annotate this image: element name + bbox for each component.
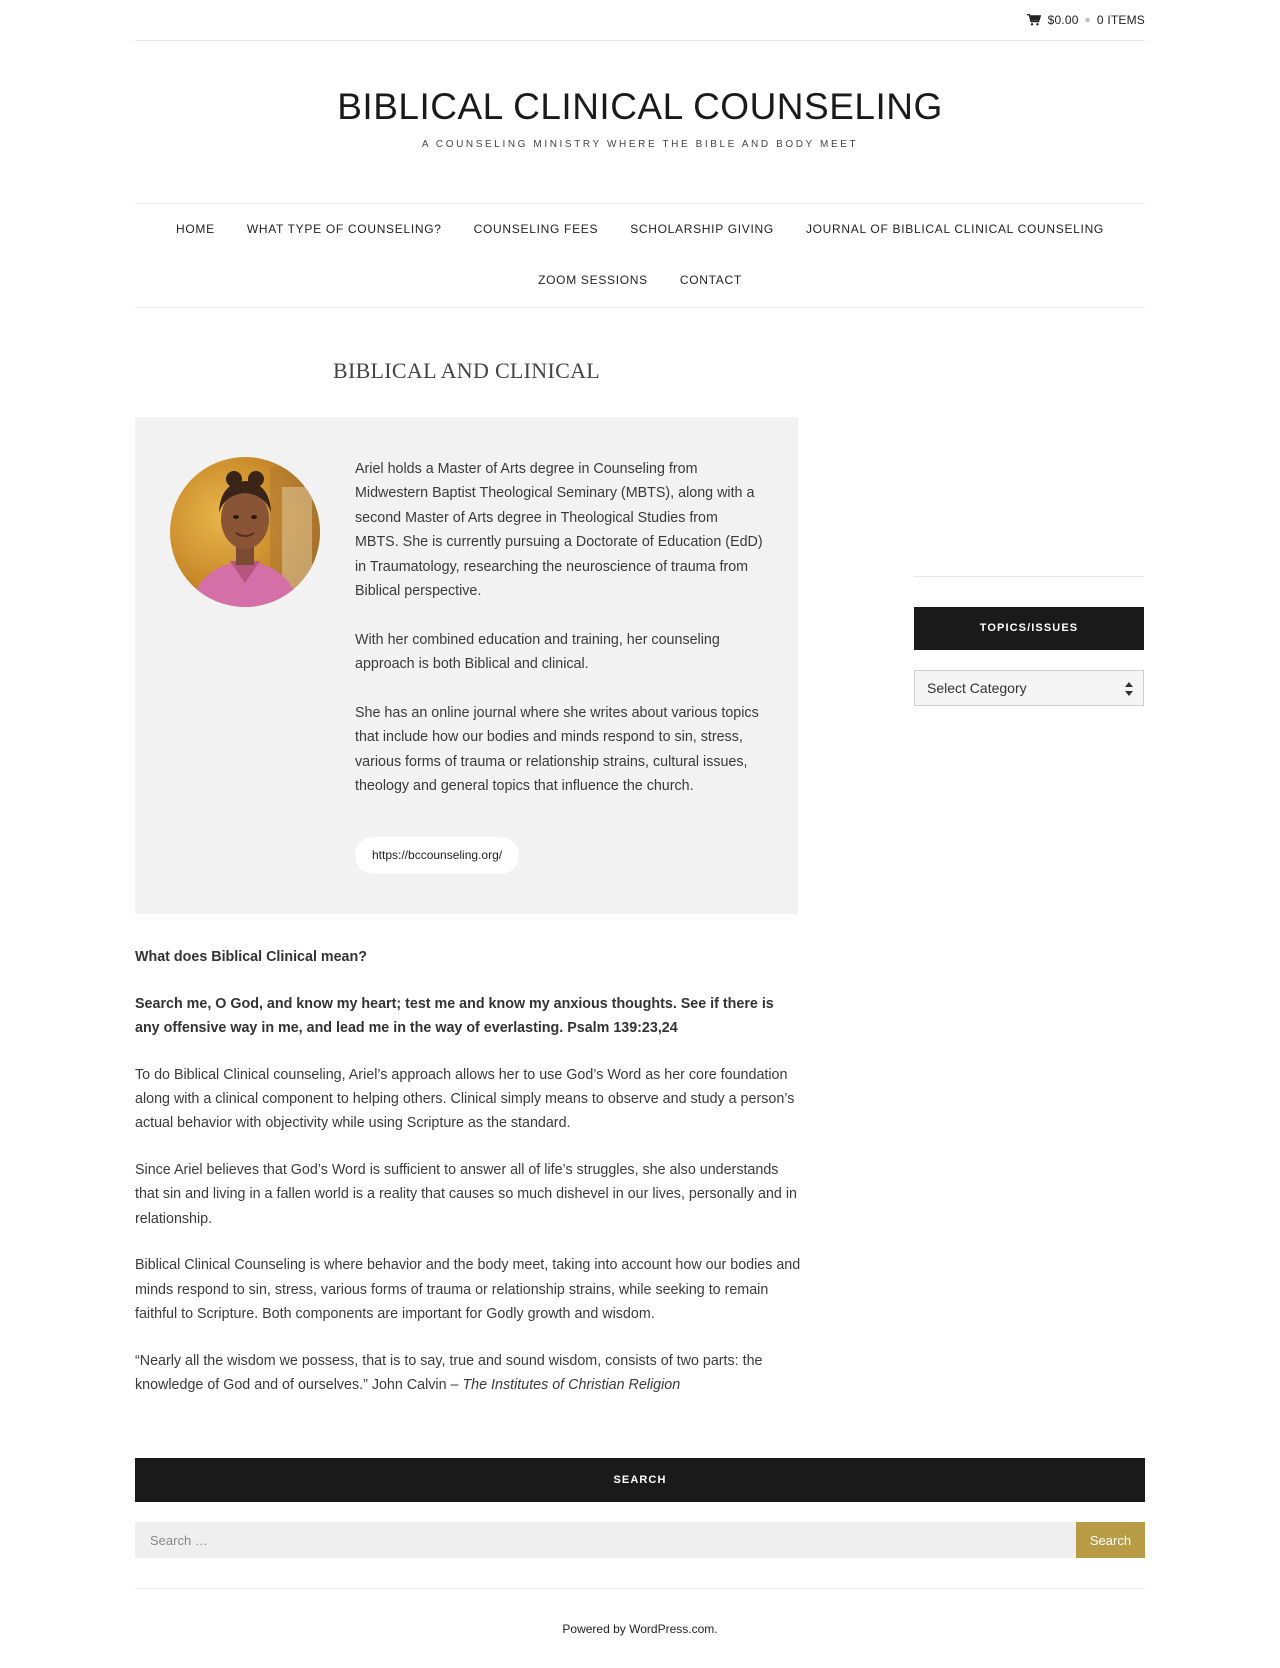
- footer-credit[interactable]: Powered by WordPress.com.: [562, 1622, 718, 1636]
- nav-item-journal[interactable]: JOURNAL OF BIBLICAL CLINICAL COUNSELING: [805, 222, 1104, 236]
- search-button[interactable]: Search: [1076, 1522, 1145, 1558]
- nav-item-zoom-sessions[interactable]: ZOOM SESSIONS: [538, 273, 648, 287]
- nav-item-counseling-type[interactable]: WHAT TYPE OF COUNSELING?: [246, 222, 442, 236]
- cart-total: $0.00: [1047, 13, 1079, 27]
- avatar-photo: [170, 457, 320, 607]
- article-body: [135, 945, 801, 1420]
- avatar: [170, 457, 320, 607]
- heart-image: [914, 353, 1144, 553]
- article-question: What does Biblical Clinical mean?: [135, 949, 367, 965]
- nav-row-1: [135, 222, 1145, 236]
- bio-box: [135, 417, 798, 914]
- nav-item-contact[interactable]: CONTACT: [679, 273, 742, 287]
- article-paragraph: Biblical Clinical Counseling is where behavior and the body meet, taking into account how our bodies and minds respond to sin, stress, various forms of trauma or relationship strains, while seeking to remain faithful to Scripture. Both components are important for Godly growth and wisdom.: [135, 1257, 801, 1323]
- bio-paragraph: Ariel holds a Master of Arts degree in Counseling from Midwestern Baptist Theological Seminary (MBTS), along with a second Master of Arts degree in Theological Studies from MBTS. She is currently pursuing a Doctorate of Education (EdD) in Traumatology, researching the neuroscience of trauma from Biblical perspective.: [355, 461, 763, 600]
- article-paragraph: To do Biblical Clinical counseling, Ariel’s approach allows her to use God’s Word as her core foundation along with a clinical component to helping others. Clinical simply means to observe and study a person’s actual behavior with objectivity while using Scripture as the standard.: [135, 1066, 795, 1132]
- bio-paragraph: She has an online journal where she writes about various topics that include how our bodies and minds respond to sin, stress, various forms of trauma or relationship strains, cultural issues, theology and general topics that influence the church.: [355, 705, 759, 795]
- search-widget-title: SEARCH: [135, 1458, 1145, 1502]
- nav-item-counseling-fees[interactable]: COUNSELING FEES: [473, 222, 599, 236]
- article-quote: [135, 1349, 801, 1398]
- topbar: [135, 0, 1145, 41]
- widget-title: TOPICS/ISSUES: [914, 607, 1144, 650]
- article-verse: Search me, O God, and know my heart; test me and know my anxious thoughts. See if there is any offensive way in me, and lead me in the way of everlasting. Psalm 139:23,24: [135, 995, 774, 1036]
- bio-text: [355, 457, 765, 823]
- sidebar-divider: [914, 576, 1144, 577]
- article-paragraph: Since Ariel believes that God’s Word is sufficient to answer all of life’s struggles, she also understands that sin and living in a fallen world is a reality that causes so much dishevel in our lives, personally and in relationship.: [135, 1162, 797, 1227]
- quote-text: “Nearly all the wisdom we possess, that is to say, true and sound wisdom, consists of two parts: the knowledge of God and of ourselves.” John Calvin –: [135, 1352, 763, 1394]
- cart-link[interactable]: [1027, 13, 1145, 27]
- footer-divider: [135, 1588, 1145, 1589]
- site-tagline: A COUNSELING MINISTRY WHERE THE BIBLE AND BODY MEET: [421, 139, 859, 150]
- select-arrows-icon: [1125, 682, 1133, 696]
- main-navigation: [135, 203, 1145, 308]
- site-title[interactable]: BIBLICAL CLINICAL COUNSELING: [337, 86, 943, 127]
- search-input[interactable]: [135, 1522, 1076, 1558]
- cart-items: 0 ITEMS: [1096, 13, 1145, 27]
- cart-icon: [1027, 14, 1041, 26]
- website-link[interactable]: https://bccounseling.org/: [355, 837, 519, 874]
- bio-paragraph: With her combined education and training, her counseling approach is both Biblical and clinical.: [355, 631, 720, 673]
- quote-source: The Institutes of Christian Religion: [462, 1377, 681, 1394]
- nav-item-home[interactable]: HOME: [176, 222, 215, 236]
- nav-row-2: [135, 273, 1145, 287]
- floral-heart-icon: [914, 353, 1144, 553]
- page-title: BIBLICAL AND CLINICAL: [332, 358, 601, 383]
- category-select[interactable]: [914, 670, 1144, 706]
- cart-separator: ●: [1084, 14, 1091, 26]
- category-select-value: Select Category: [927, 680, 1027, 696]
- nav-item-scholarship-giving[interactable]: SCHOLARSHIP GIVING: [630, 222, 774, 236]
